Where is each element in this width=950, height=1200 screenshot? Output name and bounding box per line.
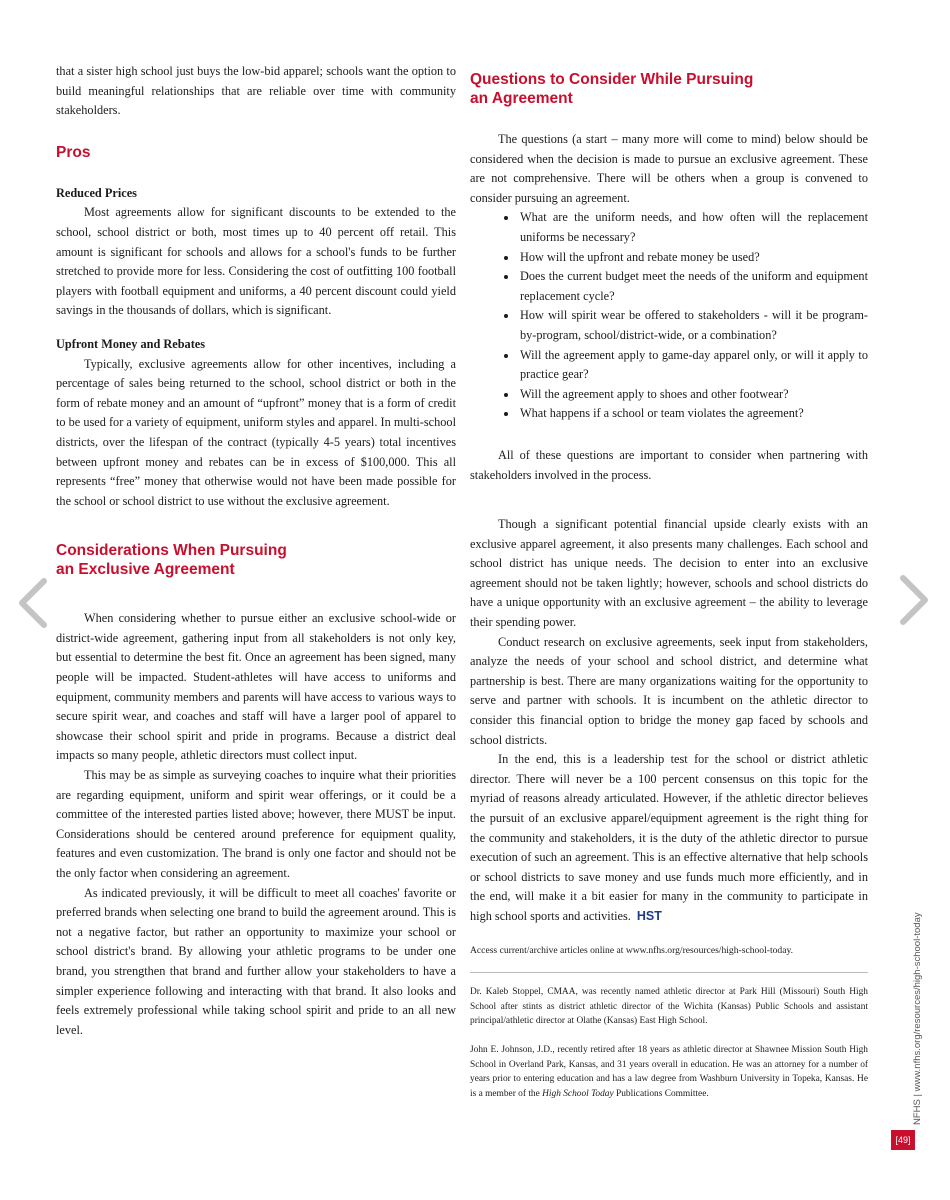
author-bio-johnson: John E. Johnson, J.D., recently retired after 18 years as athletic director at Shawnee Mission South High School in Overland Park, Kansas, and 31 years overall in education. He was an attorney for a number of years prior to entering education and has a law degree from Washburn University in Topeka, Kansas. He is a member of the High School Today Publications Committee. [470,1044,868,1099]
questions-list [470,208,868,424]
list-item: • What happens if a school or team violates the agreement? [518,404,868,424]
chevron-left-icon [14,577,54,629]
considerations-paragraph-1: When considering whether to pursue either an exclusive school-wide or district-wide agreement, gathering input from all stakeholders is not only key, but essential to determine the best fit. Once an agreement has been signed, many people will be impacted. Student-athletes will have access to uniforms and equipment, community members and parents will have access to various ways to secure spirit wear, and coaches and staff will have a larger pool of apparel to showcase their school spirit and pride in programs. Because a district deal impacts so many people, athletic directors must collect input. [56,611,456,763]
list-item: • Will the agreement apply to game-day apparel only, or will it apply to practice gear? [518,346,868,385]
upfront-money-heading: Upfront Money and Rebates [56,336,206,351]
left-column [56,62,456,1040]
prev-page-button[interactable] [14,577,54,629]
upfront-money-text: Typically, exclusive agreements allow for other incentives, including a percentage of sales being returned to the school, school district or both in the form of rebate money and an amount of “upfront” money that is a form of credit to be used for a variety of equipment, uniform styles and apparel. In multi-school districts, over the lifespan of the contract (typically 4-5 years) total incentives between upfront money and rebates can be in excess of $100,000. This all represents “free” money that otherwise would not have been made possible for the school or school district to use without the exclusive agreement. [56,356,456,508]
considerations-heading: Considerations When Pursuing an Exclusive Agreement [56,542,287,579]
list-item: • How will spirit wear be offered to stakeholders - will it be program-by-program, school/district-wide, or a combination? [518,306,868,345]
access-note[interactable]: Access current/archive articles online at www.nfhs.org/resources/high-school-today. [470,944,794,956]
next-page-button[interactable] [893,574,933,626]
reduced-prices-heading: Reduced Prices [56,185,137,200]
page-number: [49] [891,1130,915,1150]
questions-intro: The questions (a start – many more will come to mind) below should be considered when the decision is made to pursue an exclusive agreement. These are not comprehensive. There will be others when a group is convened to consider pursuing an agreement. [470,132,868,205]
hst-end-mark: HST [636,908,662,923]
right-column [470,70,868,1115]
conclusion-paragraph-1: Though a significant potential financial upside clearly exists with an exclusive apparel agreement, it also presents many challenges. Each school and school district has unique needs. The decision to enter into an exclusive agreement should not be taken lightly; however, schools and school districts do have a unique opportunity with an exclusive agreement – the ability to leverage their spending power. [470,517,868,630]
list-item: • How will the upfront and rebate money be used? [518,248,868,268]
considerations-paragraph-2: This may be as simple as surveying coaches to inquire what their priorities are regarding equipment, uniform and spirit wear offerings, or it could be a committee of the interested parties listed above; however, there MUST be input. Considerations should be centered around preference for equipment quality, features and even customization. The brand is only one factor and should not be the only factor when considering an agreement. [56,768,456,880]
pros-heading: Pros [56,143,91,161]
conclusion-paragraph-3: In the end, this is a leadership test for the school or district athletic director. There will never be a 100 percent consensus on this topic for the myriad of reasons already articulated. However, if the athletic director believes the pursuit of an exclusive apparel/equipment agreement is the right thing for the community and stakeholders, it is the duty of the athletic director to pursue execution of such an agreement. This is an effective alternative that help schools or school districts to save money and use funds much more efficiently, and in the end, will make it a bit easier for many in the community to participate in high school sports and activities. HST [470,752,868,923]
questions-outro: All of these questions are important to consider when partnering with stakeholders involved in the process. [470,447,868,482]
chevron-right-icon [893,574,933,626]
questions-heading: Questions to Consider While Pursuing an Agreement [470,71,754,107]
side-url-label: NFHS | www.nfhs.org/resources/high-school-today [912,912,923,1125]
intro-text: that a sister high school just buys the low-bid apparel; schools want the option to build meaningful relationships that are reliable over time with community stakeholders. [56,64,456,118]
list-item: • What are the uniform needs, and how often will the replacement uniforms be necessary? [518,208,868,247]
author-bio-stoppel: Dr. Kaleb Stoppel, CMAA, was recently named athletic director at Park Hill (Missouri) South High School after stints as district athletic director of the Wichita (Kansas) Public Schools and assistant principal/athletic director at Olathe (Kansas) East High School. [470,987,868,1027]
divider [470,972,868,973]
considerations-paragraph-3: As indicated previously, it will be difficult to meet all coaches' favorite or preferred brands when selecting one brand to build the agreement around. This is not a negative factor, but rather an opportunity to maximize your school or school district's brand. By allowing your athletic programs to be under one brand, you strengthen that brand and further allow your stakeholders to have a simpler experience following and interacting with that brand. It also looks and feels extremely professional while taking school spirit and pride to an all new level. [56,885,456,1037]
conclusion-paragraph-2: Conduct research on exclusive agreements, seek input from stakeholders, analyze the needs of your school and school district, and determine what partnership is best. There are many organizations waiting for the opportunity to serve and partner with schools. It is incumbent on the athletic director to consider this financial option to bridge the money gap faced by schools and school districts. [470,634,868,747]
list-item: • Will the agreement apply to shoes and other footwear? [518,385,868,405]
reduced-prices-text: Most agreements allow for significant discounts to be extended to the school, school district or both, most times up to 40 percent off retail. This amount is significant for schools and allows for a school's funds to be further stretched to provide more for less. Considering the cost of outfitting 100 football players with football equipment and uniforms, a 40 percent discount could yield savings in the thousands of dollars, which is significant. [56,205,456,318]
list-item: • Does the current budget meet the needs of the uniform and equipment replacement cycle? [518,267,868,306]
